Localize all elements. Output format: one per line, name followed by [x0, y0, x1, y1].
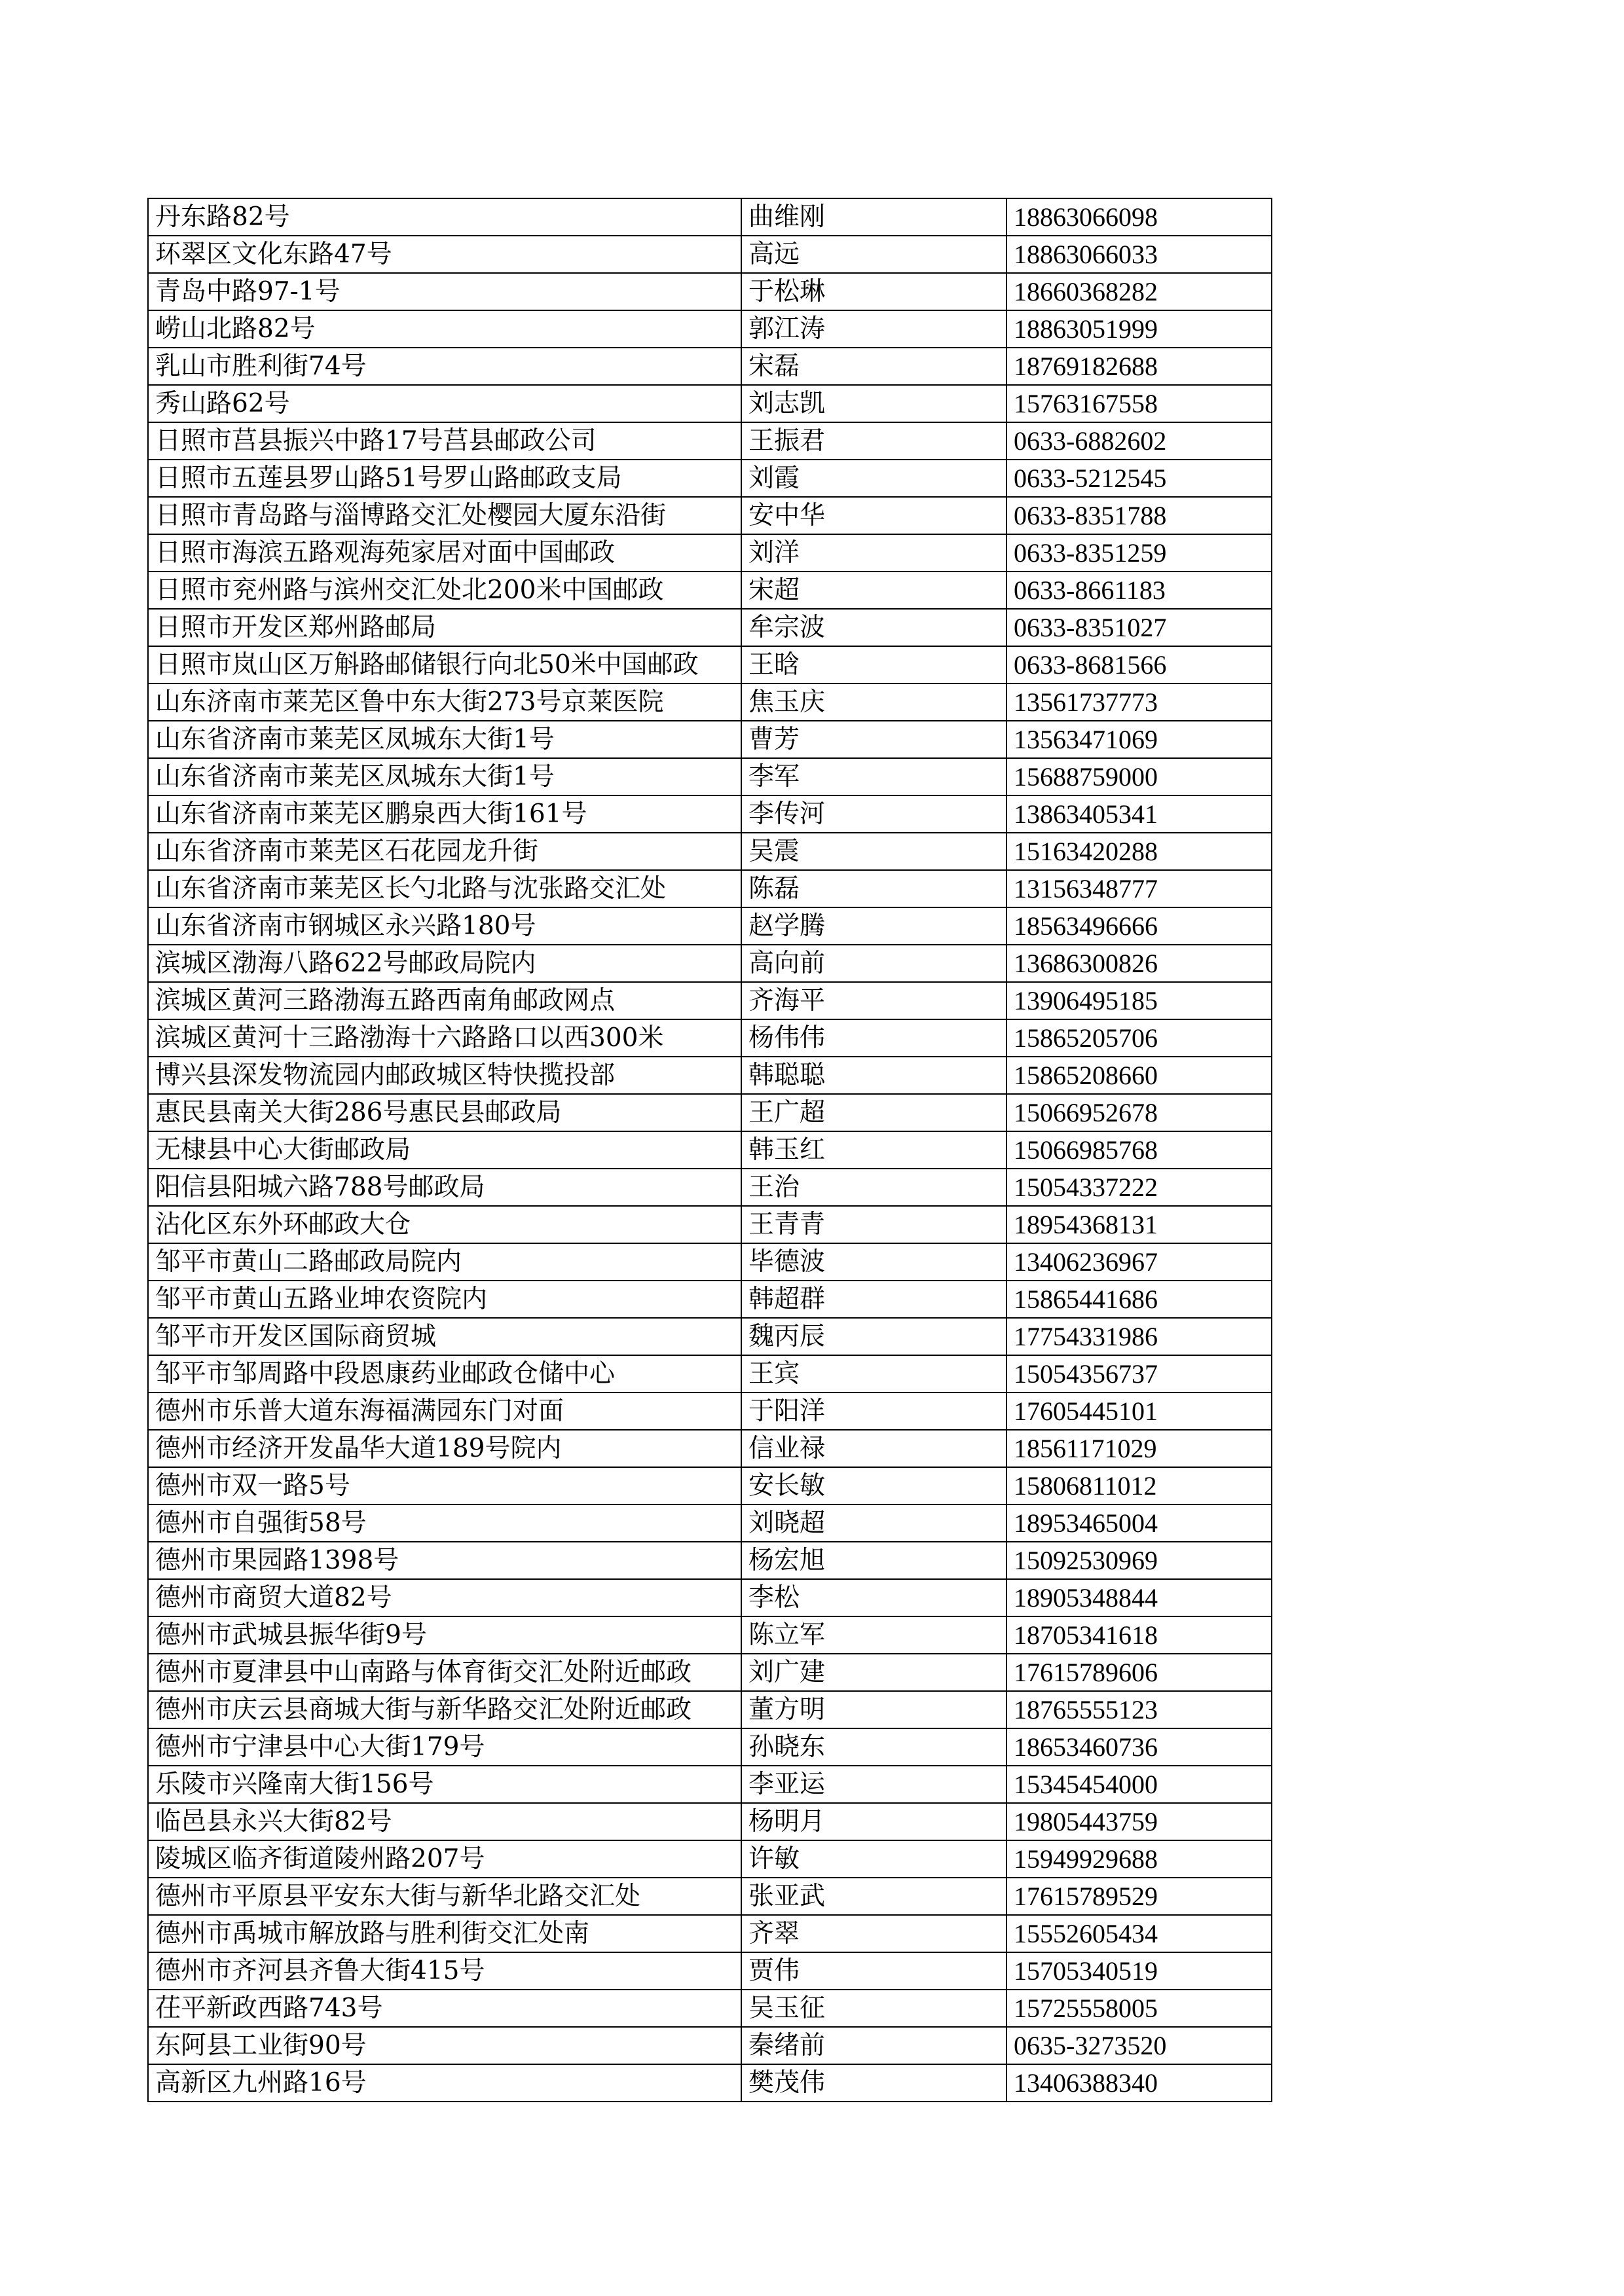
phone-cell: 15763167558	[1006, 385, 1272, 422]
phone-cell: 15865441686	[1006, 1281, 1272, 1318]
name-cell: 魏丙辰	[741, 1318, 1006, 1355]
table-row	[148, 310, 1272, 348]
name-cell: 樊茂伟	[741, 2064, 1006, 2102]
phone-cell: 17615789529	[1006, 1878, 1272, 1915]
name-cell: 李传河	[741, 795, 1006, 833]
phone-cell: 0633-8681566	[1006, 646, 1272, 683]
name-cell: 信业禄	[741, 1430, 1006, 1467]
table-row	[148, 609, 1272, 646]
phone-cell: 0633-8351788	[1006, 497, 1272, 534]
address-cell: 滨城区黄河十三路渤海十六路路口以西300米	[148, 1019, 741, 1057]
phone-cell: 15066985768	[1006, 1131, 1272, 1169]
address-cell: 无棣县中心大街邮政局	[148, 1131, 741, 1169]
name-cell: 高向前	[741, 945, 1006, 982]
name-cell: 毕德波	[741, 1243, 1006, 1281]
table-row	[148, 1393, 1272, 1430]
name-cell: 宋磊	[741, 348, 1006, 385]
name-cell: 于松琳	[741, 273, 1006, 310]
name-cell: 董方明	[741, 1691, 1006, 1728]
name-cell: 韩聪聪	[741, 1057, 1006, 1094]
phone-cell: 0633-6882602	[1006, 422, 1272, 460]
table-row	[148, 1467, 1272, 1504]
phone-cell: 17605445101	[1006, 1393, 1272, 1430]
address-cell: 乳山市胜利街74号	[148, 348, 741, 385]
address-cell: 德州市商贸大道82号	[148, 1579, 741, 1616]
name-cell: 贾伟	[741, 1952, 1006, 1990]
phone-cell: 13863405341	[1006, 795, 1272, 833]
table-row	[148, 945, 1272, 982]
address-cell: 阳信县阳城六路788号邮政局	[148, 1169, 741, 1206]
spreadsheet-sheet	[147, 198, 1271, 2102]
table-row	[148, 1691, 1272, 1728]
table-row	[148, 758, 1272, 795]
phone-cell: 0633-8351259	[1006, 534, 1272, 572]
name-cell: 韩超群	[741, 1281, 1006, 1318]
address-cell: 博兴县深发物流园内邮政城区特快揽投部	[148, 1057, 741, 1094]
phone-cell: 15865205706	[1006, 1019, 1272, 1057]
name-cell: 王宾	[741, 1355, 1006, 1393]
table-row	[148, 1318, 1272, 1355]
name-cell: 刘洋	[741, 534, 1006, 572]
table-row	[148, 1915, 1272, 1952]
table-row	[148, 907, 1272, 945]
phone-cell: 17615789606	[1006, 1654, 1272, 1691]
table-row	[148, 795, 1272, 833]
table-row	[148, 1878, 1272, 1915]
name-cell: 齐翠	[741, 1915, 1006, 1952]
address-cell: 德州市平原县平安东大街与新华北路交汇处	[148, 1878, 741, 1915]
table-row	[148, 273, 1272, 310]
name-cell: 王青青	[741, 1206, 1006, 1243]
phone-cell: 15865208660	[1006, 1057, 1272, 1094]
phone-cell: 18863066098	[1006, 198, 1272, 236]
address-cell: 秀山路62号	[148, 385, 741, 422]
table-row	[148, 1169, 1272, 1206]
address-cell: 丹东路82号	[148, 198, 741, 236]
table-row	[148, 348, 1272, 385]
address-cell: 沾化区东外环邮政大仓	[148, 1206, 741, 1243]
phone-cell: 15054337222	[1006, 1169, 1272, 1206]
table-row	[148, 1803, 1272, 1840]
address-cell: 日照市青岛路与淄博路交汇处樱园大厦东沿街	[148, 497, 741, 534]
name-cell: 李军	[741, 758, 1006, 795]
table-row	[148, 1430, 1272, 1467]
address-cell: 德州市果园路1398号	[148, 1542, 741, 1579]
phone-cell: 18863066033	[1006, 236, 1272, 273]
name-cell: 于阳洋	[741, 1393, 1006, 1430]
table-row	[148, 1579, 1272, 1616]
address-cell: 德州市夏津县中山南路与体育街交汇处附近邮政	[148, 1654, 741, 1691]
name-cell: 杨明月	[741, 1803, 1006, 1840]
name-cell: 王广超	[741, 1094, 1006, 1131]
table-row	[148, 497, 1272, 534]
name-cell: 吴震	[741, 833, 1006, 870]
table-row	[148, 1243, 1272, 1281]
address-cell: 滨城区渤海八路622号邮政局院内	[148, 945, 741, 982]
phone-cell: 13561737773	[1006, 683, 1272, 721]
table-row	[148, 721, 1272, 758]
phone-cell: 15949929688	[1006, 1840, 1272, 1878]
name-cell: 曹芳	[741, 721, 1006, 758]
name-cell: 孙晓东	[741, 1728, 1006, 1766]
name-cell: 安中华	[741, 497, 1006, 534]
table-row	[148, 198, 1272, 236]
table-row	[148, 1281, 1272, 1318]
address-cell: 德州市宁津县中心大街179号	[148, 1728, 741, 1766]
phone-cell: 13156348777	[1006, 870, 1272, 907]
phone-cell: 18765555123	[1006, 1691, 1272, 1728]
address-cell: 山东省济南市莱芜区凤城东大街1号	[148, 758, 741, 795]
address-cell: 日照市莒县振兴中路17号莒县邮政公司	[148, 422, 741, 460]
address-cell: 德州市双一路5号	[148, 1467, 741, 1504]
address-cell: 惠民县南关大街286号惠民县邮政局	[148, 1094, 741, 1131]
phone-cell: 18905348844	[1006, 1579, 1272, 1616]
name-cell: 刘霞	[741, 460, 1006, 497]
name-cell: 曲维刚	[741, 198, 1006, 236]
phone-cell: 15054356737	[1006, 1355, 1272, 1393]
name-cell: 秦绪前	[741, 2027, 1006, 2064]
name-cell: 王治	[741, 1169, 1006, 1206]
address-cell: 德州市经济开发晶华大道189号院内	[148, 1430, 741, 1467]
address-cell: 德州市乐普大道东海福满园东门对面	[148, 1393, 741, 1430]
name-cell: 赵学腾	[741, 907, 1006, 945]
address-cell: 滨城区黄河三路渤海五路西南角邮政网点	[148, 982, 741, 1019]
phone-cell: 18954368131	[1006, 1206, 1272, 1243]
table-row	[148, 2027, 1272, 2064]
name-cell: 王振君	[741, 422, 1006, 460]
phone-cell: 0635-3273520	[1006, 2027, 1272, 2064]
name-cell: 牟宗波	[741, 609, 1006, 646]
name-cell: 李亚运	[741, 1766, 1006, 1803]
table-row	[148, 2064, 1272, 2102]
contact-table	[147, 198, 1272, 2102]
phone-cell: 13563471069	[1006, 721, 1272, 758]
address-cell: 崂山北路82号	[148, 310, 741, 348]
table-row	[148, 460, 1272, 497]
phone-cell: 17754331986	[1006, 1318, 1272, 1355]
table-row	[148, 833, 1272, 870]
contact-table-body	[148, 198, 1272, 2102]
address-cell: 临邑县永兴大街82号	[148, 1803, 741, 1840]
name-cell: 焦玉庆	[741, 683, 1006, 721]
name-cell: 吴玉征	[741, 1990, 1006, 2027]
phone-cell: 15688759000	[1006, 758, 1272, 795]
table-row	[148, 683, 1272, 721]
table-row	[148, 385, 1272, 422]
name-cell: 许敏	[741, 1840, 1006, 1878]
phone-cell: 15552605434	[1006, 1915, 1272, 1952]
address-cell: 日照市兖州路与滨州交汇处北200米中国邮政	[148, 572, 741, 609]
address-cell: 乐陵市兴隆南大街156号	[148, 1766, 741, 1803]
address-cell: 德州市武城县振华街9号	[148, 1616, 741, 1654]
table-row	[148, 1616, 1272, 1654]
table-row	[148, 534, 1272, 572]
name-cell: 郭江涛	[741, 310, 1006, 348]
name-cell: 齐海平	[741, 982, 1006, 1019]
table-row	[148, 1990, 1272, 2027]
table-row	[148, 1094, 1272, 1131]
address-cell: 山东省济南市莱芜区鹏泉西大街161号	[148, 795, 741, 833]
phone-cell: 0633-8661183	[1006, 572, 1272, 609]
table-row	[148, 1206, 1272, 1243]
table-row	[148, 1654, 1272, 1691]
table-row	[148, 1766, 1272, 1803]
table-row	[148, 1131, 1272, 1169]
name-cell: 陈立军	[741, 1616, 1006, 1654]
name-cell: 杨宏旭	[741, 1542, 1006, 1579]
table-row	[148, 870, 1272, 907]
address-cell: 邹平市开发区国际商贸城	[148, 1318, 741, 1355]
phone-cell: 0633-5212545	[1006, 460, 1272, 497]
address-cell: 青岛中路97-1号	[148, 273, 741, 310]
table-row	[148, 422, 1272, 460]
phone-cell: 18953465004	[1006, 1504, 1272, 1542]
table-row	[148, 1019, 1272, 1057]
address-cell: 邹平市邹周路中段恩康药业邮政仓储中心	[148, 1355, 741, 1393]
table-row	[148, 1504, 1272, 1542]
phone-cell: 15066952678	[1006, 1094, 1272, 1131]
address-cell: 山东省济南市莱芜区长勺北路与沈张路交汇处	[148, 870, 741, 907]
table-row	[148, 1728, 1272, 1766]
name-cell: 王晗	[741, 646, 1006, 683]
phone-cell: 13906495185	[1006, 982, 1272, 1019]
phone-cell: 18660368282	[1006, 273, 1272, 310]
address-cell: 山东省济南市钢城区永兴路180号	[148, 907, 741, 945]
address-cell: 环翠区文化东路47号	[148, 236, 741, 273]
table-row	[148, 1840, 1272, 1878]
name-cell: 刘志凯	[741, 385, 1006, 422]
phone-cell: 13406388340	[1006, 2064, 1272, 2102]
phone-cell: 15806811012	[1006, 1467, 1272, 1504]
address-cell: 德州市齐河县齐鲁大街415号	[148, 1952, 741, 1990]
address-cell: 邹平市黄山二路邮政局院内	[148, 1243, 741, 1281]
phone-cell: 19805443759	[1006, 1803, 1272, 1840]
address-cell: 山东省济南市莱芜区凤城东大街1号	[148, 721, 741, 758]
phone-cell: 18705341618	[1006, 1616, 1272, 1654]
address-cell: 山东省济南市莱芜区石花园龙升街	[148, 833, 741, 870]
address-cell: 德州市庆云县商城大街与新华路交汇处附近邮政	[148, 1691, 741, 1728]
address-cell: 日照市岚山区万斛路邮储银行向北50米中国邮政	[148, 646, 741, 683]
table-row	[148, 646, 1272, 683]
phone-cell: 13686300826	[1006, 945, 1272, 982]
address-cell: 德州市禹城市解放路与胜利街交汇处南	[148, 1915, 741, 1952]
phone-cell: 15705340519	[1006, 1952, 1272, 1990]
address-cell: 日照市五莲县罗山路51号罗山路邮政支局	[148, 460, 741, 497]
name-cell: 杨伟伟	[741, 1019, 1006, 1057]
address-cell: 日照市开发区郑州路邮局	[148, 609, 741, 646]
address-cell: 陵城区临齐街道陵州路207号	[148, 1840, 741, 1878]
name-cell: 高远	[741, 236, 1006, 273]
table-row	[148, 1355, 1272, 1393]
phone-cell: 15725558005	[1006, 1990, 1272, 2027]
address-cell: 邹平市黄山五路业坤农资院内	[148, 1281, 741, 1318]
name-cell: 刘广建	[741, 1654, 1006, 1691]
phone-cell: 18561171029	[1006, 1430, 1272, 1467]
address-cell: 山东济南市莱芜区鲁中东大街273号京莱医院	[148, 683, 741, 721]
phone-cell: 13406236967	[1006, 1243, 1272, 1281]
table-row	[148, 1952, 1272, 1990]
phone-cell: 18653460736	[1006, 1728, 1272, 1766]
phone-cell: 18563496666	[1006, 907, 1272, 945]
phone-cell: 15092530969	[1006, 1542, 1272, 1579]
phone-cell: 15345454000	[1006, 1766, 1272, 1803]
table-row	[148, 236, 1272, 273]
table-row	[148, 1057, 1272, 1094]
table-row	[148, 982, 1272, 1019]
name-cell: 陈磊	[741, 870, 1006, 907]
phone-cell: 0633-8351027	[1006, 609, 1272, 646]
address-cell: 德州市自强街58号	[148, 1504, 741, 1542]
phone-cell: 18769182688	[1006, 348, 1272, 385]
address-cell: 茌平新政西路743号	[148, 1990, 741, 2027]
name-cell: 李松	[741, 1579, 1006, 1616]
name-cell: 刘晓超	[741, 1504, 1006, 1542]
table-row	[148, 572, 1272, 609]
phone-cell: 15163420288	[1006, 833, 1272, 870]
phone-cell: 18863051999	[1006, 310, 1272, 348]
name-cell: 宋超	[741, 572, 1006, 609]
name-cell: 安长敏	[741, 1467, 1006, 1504]
name-cell: 张亚武	[741, 1878, 1006, 1915]
address-cell: 高新区九州路16号	[148, 2064, 741, 2102]
address-cell: 日照市海滨五路观海苑家居对面中国邮政	[148, 534, 741, 572]
address-cell: 东阿县工业街90号	[148, 2027, 741, 2064]
name-cell: 韩玉红	[741, 1131, 1006, 1169]
table-row	[148, 1542, 1272, 1579]
